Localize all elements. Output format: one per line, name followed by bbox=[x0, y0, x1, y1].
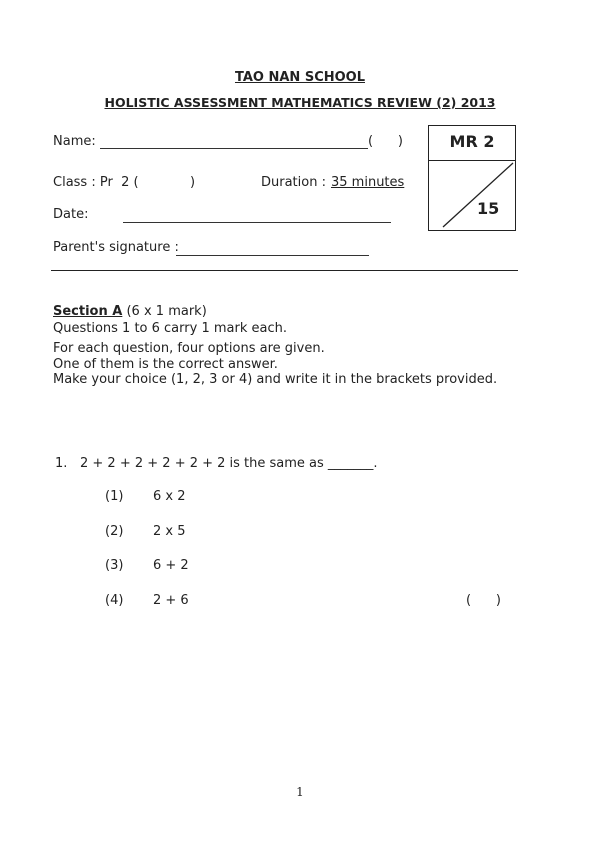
option-3-number: (3) bbox=[105, 558, 124, 573]
assessment-title: HOLISTIC ASSESSMENT MATHEMATICS REVIEW (2) 2013 bbox=[104, 95, 496, 110]
instruction-3: One of them is the correct answer. bbox=[53, 357, 278, 372]
section-heading bbox=[53, 304, 207, 319]
option-2-number: (2) bbox=[105, 524, 124, 539]
name-label: Name: bbox=[53, 134, 96, 149]
option-1-value: 6 x 2 bbox=[153, 489, 186, 504]
question-number: 1. bbox=[55, 456, 68, 471]
option-2-value: 2 x 5 bbox=[153, 524, 186, 539]
date-label: Date: bbox=[53, 207, 89, 222]
option-4-value: 2 + 6 bbox=[153, 593, 189, 608]
answer-brackets[interactable]: ( ) bbox=[466, 593, 501, 608]
section-title: Section A bbox=[53, 304, 123, 319]
section-marks: (6 x 1 mark) bbox=[126, 304, 207, 319]
option-4-number: (4) bbox=[105, 593, 124, 608]
name-field[interactable] bbox=[100, 148, 368, 149]
score-box bbox=[428, 125, 516, 231]
instruction-2: For each question, four options are given. bbox=[53, 341, 325, 356]
option-3-value: 6 + 2 bbox=[153, 558, 189, 573]
header-separator bbox=[51, 270, 518, 271]
duration-value: 35 minutes bbox=[331, 175, 405, 190]
class-label: Class : Pr 2 ( bbox=[53, 175, 139, 190]
page-number: 1 bbox=[296, 785, 304, 799]
instruction-1: Questions 1 to 6 carry 1 mark each. bbox=[53, 321, 287, 336]
duration-label: Duration : bbox=[261, 175, 326, 190]
score-box-code: MR 2 bbox=[449, 132, 495, 151]
option-1-number: (1) bbox=[105, 489, 124, 504]
instruction-4: Make your choice (1, 2, 3 or 4) and write it in the brackets provided. bbox=[53, 372, 498, 387]
question-text: 2 + 2 + 2 + 2 + 2 + 2 is the same as _______. bbox=[80, 456, 378, 471]
class-close-bracket: ) bbox=[190, 175, 196, 190]
score-total: 15 bbox=[477, 199, 500, 218]
school-name: TAO NAN SCHOOL bbox=[234, 70, 365, 85]
index-brackets: ( ) bbox=[368, 134, 403, 149]
date-field[interactable] bbox=[123, 222, 391, 223]
diagonal-divider bbox=[429, 161, 515, 230]
parent-signature-field[interactable] bbox=[176, 255, 369, 256]
parent-signature-label: Parent's signature : bbox=[53, 240, 179, 255]
